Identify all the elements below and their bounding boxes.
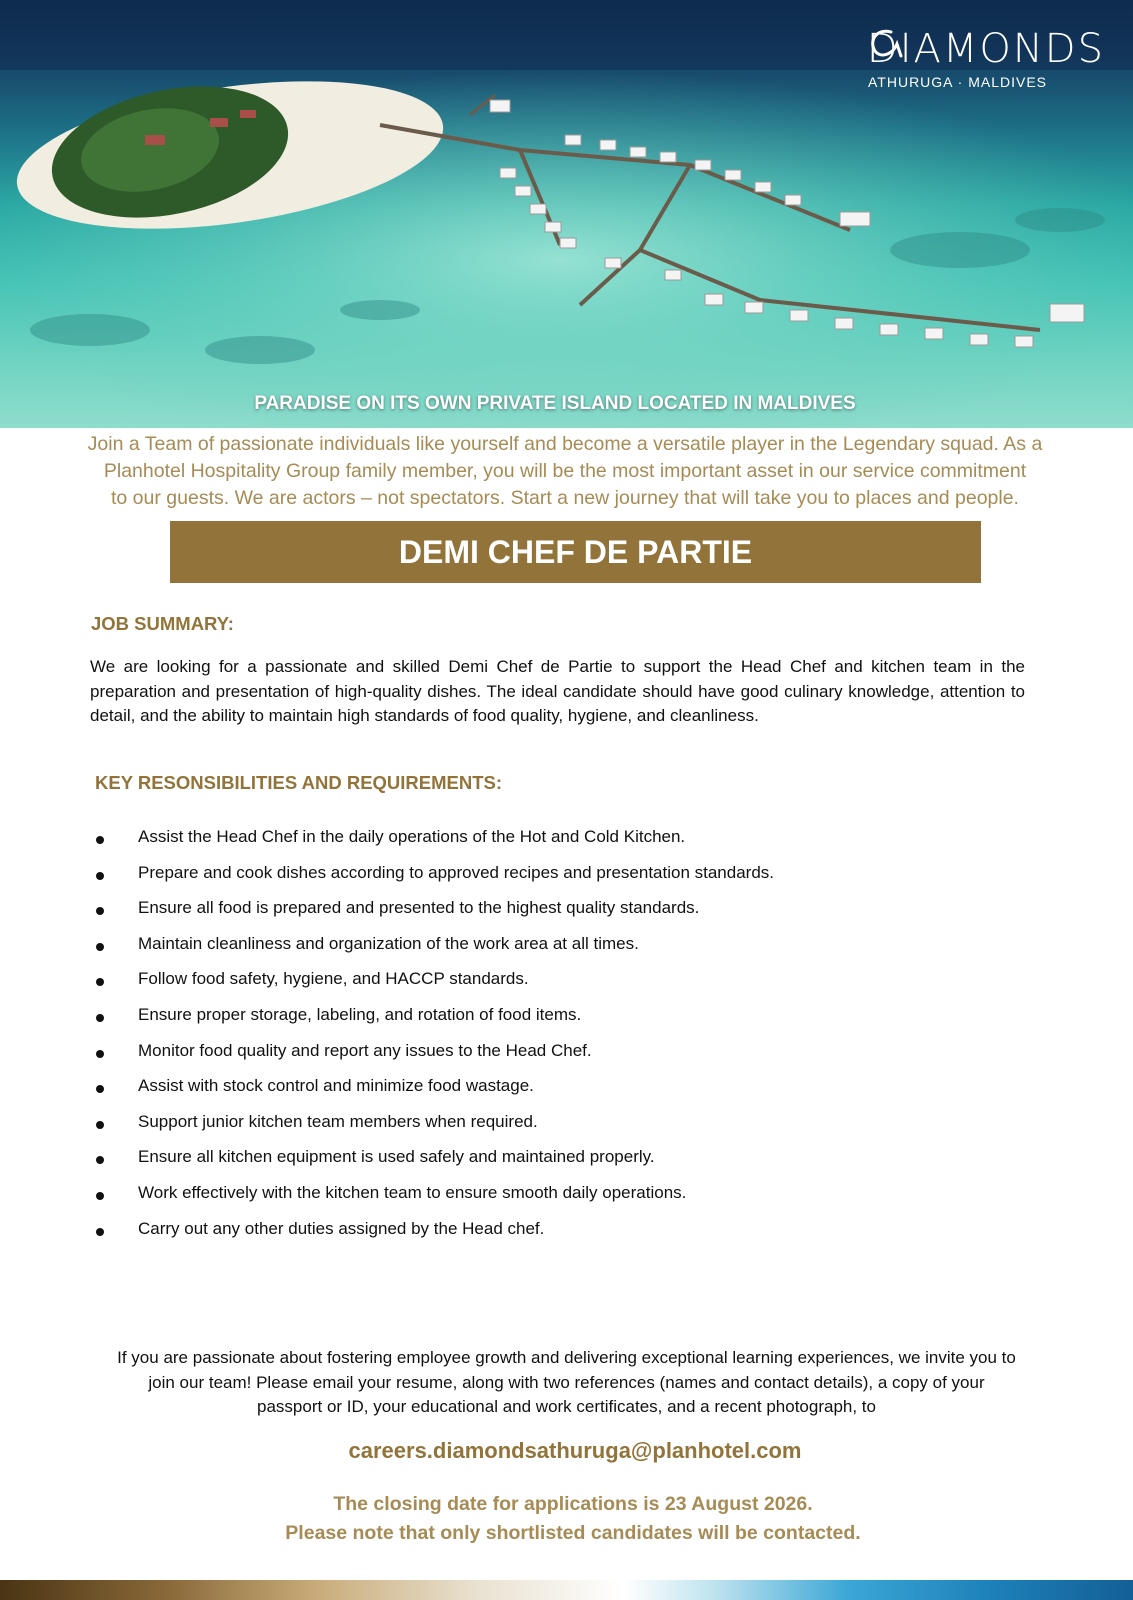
intro-paragraph xyxy=(50,431,1080,512)
logo-wordmark: DIAMONDS xyxy=(866,26,1105,72)
intro-line: to our guests. We are actors – not spectators. Start a new journey that will take you to places and people. xyxy=(111,487,1019,509)
bullet-icon xyxy=(96,1014,104,1022)
bullet-icon xyxy=(96,1192,104,1200)
list-item xyxy=(90,933,774,969)
list-item xyxy=(90,1075,774,1111)
list-item-text: Assist with stock control and minimize food wastage. xyxy=(138,1076,534,1096)
careers-email-link[interactable]: careers.diamondsathuruga@planhotel.com xyxy=(348,1438,802,1463)
list-item-text: Support junior kitchen team members when required. xyxy=(138,1111,538,1131)
hero-image xyxy=(0,0,1133,428)
shortlist-note: Please note that only shortlisted candidates will be contacted. xyxy=(285,1521,861,1544)
list-item-text: Follow food safety, hygiene, and HACCP standards. xyxy=(138,969,529,989)
list-item-text: Assist the Head Chef in the daily operations of the Hot and Cold Kitchen. xyxy=(138,827,686,846)
bullet-icon xyxy=(96,836,104,844)
list-item xyxy=(90,826,774,862)
list-item-text: Work effectively with the kitchen team to ensure smooth daily operations. xyxy=(138,1182,687,1202)
list-item xyxy=(90,897,774,933)
list-item xyxy=(90,1040,774,1076)
list-item xyxy=(90,1004,774,1040)
hero-tagline: PARADISE ON ITS OWN PRIVATE ISLAND LOCATED IN MALDIVES xyxy=(254,393,856,414)
list-item-text: Monitor food quality and report any issues to the Head Chef. xyxy=(138,1040,592,1060)
bullet-icon xyxy=(96,872,104,880)
intro-line: Join a Team of passionate individuals like yourself and become a versatile player in the Legendary squad. As a xyxy=(87,433,1043,455)
job-summary-text: We are looking for a passionate and skilled Demi Chef de Partie to support the Head Chef and kitchen team in the preparation and presentation of high-quality dishes. The ideal candidate should have good culinary knowledge, attention to detail, and the ability to maintain high standards of food quality, hygiene, and cleanliness. xyxy=(90,657,1025,725)
diamonds-logo xyxy=(867,26,1105,90)
instruction-line: If you are passionate about fostering employee growth and delivering exceptional learning experiences, we invite you to xyxy=(117,1348,1016,1367)
application-instructions xyxy=(60,1346,1073,1420)
logo-subtext: ATHURUGA · MALDIVES xyxy=(868,74,1047,90)
list-item xyxy=(90,862,774,898)
list-item xyxy=(90,1146,774,1182)
deadline-notice xyxy=(0,1490,1133,1547)
bullet-icon xyxy=(96,1050,104,1058)
list-item xyxy=(90,968,774,1004)
list-item xyxy=(90,1218,774,1254)
list-item-text: Maintain cleanliness and organization of the work area at all times. xyxy=(138,933,639,953)
list-item-text: Carry out any other duties assigned by the Head chef. xyxy=(138,1218,545,1238)
alpha-logo-icon xyxy=(867,26,907,60)
list-item-text: Ensure all kitchen equipment is used safely and maintained properly. xyxy=(138,1147,655,1167)
bullet-icon xyxy=(96,943,104,951)
closing-date-line: The closing date for applications is 23 August 2026. xyxy=(333,1493,813,1515)
list-item xyxy=(90,1182,774,1218)
responsibilities-list xyxy=(90,826,774,1253)
bullet-icon xyxy=(96,1228,104,1236)
footer-gradient-bar xyxy=(0,1580,1133,1600)
list-item-text: Prepare and cook dishes according to approved recipes and presentation standards. xyxy=(138,862,775,882)
bullet-icon xyxy=(96,1156,104,1164)
list-item-text: Ensure all food is prepared and presented to the highest quality standards. xyxy=(138,898,700,918)
bullet-icon xyxy=(96,1085,104,1093)
instruction-line: passport or ID, your educational and work certificates, and a recent photograph, to xyxy=(257,1397,876,1416)
job-title-banner xyxy=(170,521,981,583)
list-item-text: Ensure proper storage, labeling, and rotation of food items. xyxy=(138,1004,582,1024)
bullet-icon xyxy=(96,1121,104,1129)
list-item xyxy=(90,1111,774,1147)
bullet-icon xyxy=(96,978,104,986)
intro-line: Planhotel Hospitality Group family member, you will be the most important asset in our service commitment xyxy=(103,460,1027,482)
job-summary-heading: JOB SUMMARY: xyxy=(91,613,234,634)
instruction-line: join our team! Please email your resume, along with two references (names and contact details), a copy of your xyxy=(148,1372,985,1392)
job-title: DEMI CHEF DE PARTIE xyxy=(398,533,753,570)
bullet-icon xyxy=(96,907,104,915)
responsibilities-heading: KEY RESONSIBILITIES AND REQUIREMENTS: xyxy=(95,772,503,793)
